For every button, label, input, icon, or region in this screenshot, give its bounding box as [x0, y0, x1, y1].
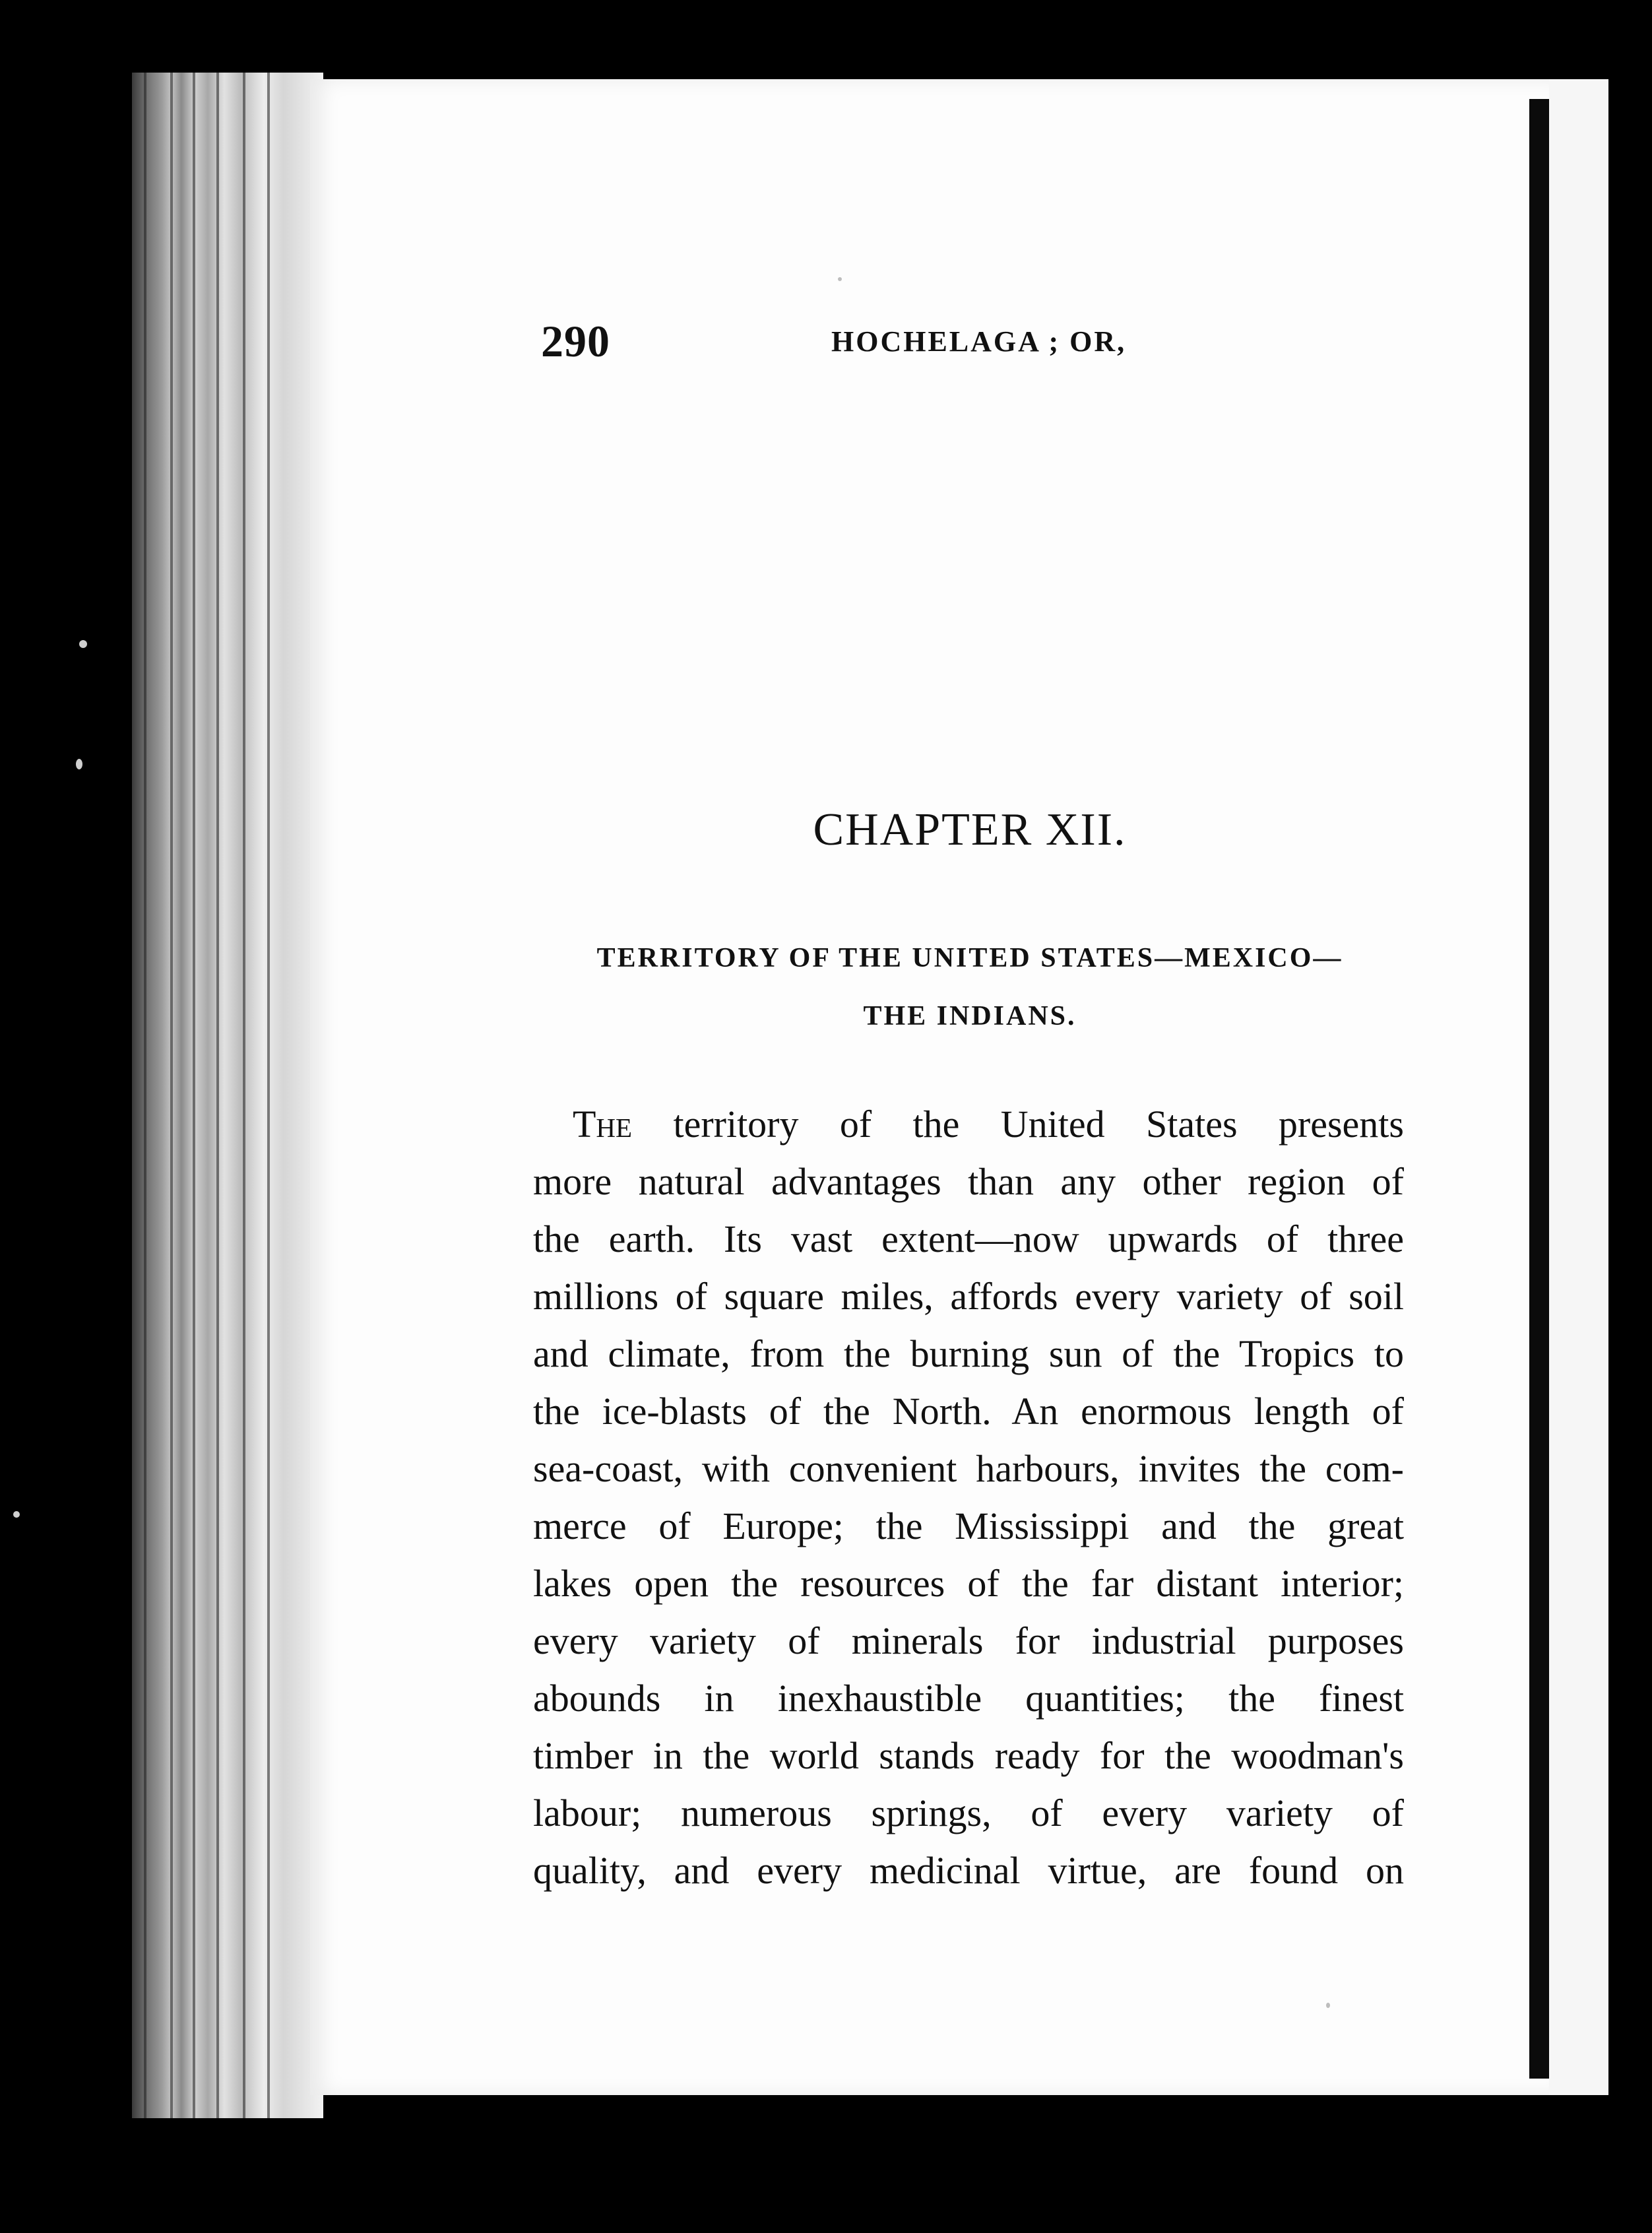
- text-line: and climate, from the burning sun of the Tropics to: [533, 1332, 1404, 1375]
- scan-speck: [76, 759, 82, 769]
- scan-speck: [838, 277, 842, 281]
- text-line: abounds in inexhaustible quantities; the finest: [533, 1677, 1404, 1720]
- text-line: millions of square miles, affords every variety of soil: [533, 1275, 1404, 1318]
- facing-page-edge: [1549, 79, 1608, 2095]
- text-line: quality, and every medicinal virtue, are found on: [533, 1849, 1404, 1892]
- scan-speck: [1326, 2003, 1330, 2008]
- text-line: [533, 1095, 1404, 1153]
- text-line: labour; numerous springs, of every variety of: [533, 1792, 1404, 1834]
- body-paragraph: [533, 1095, 1404, 1899]
- text-line: sea-coast, with convenient harbours, invites the com-: [533, 1447, 1404, 1490]
- page-edge-line: [216, 73, 219, 2118]
- page-edge-line: [267, 73, 270, 2118]
- chapter-title: CHAPTER XII.: [813, 804, 1127, 855]
- scan-speck: [13, 1511, 20, 1518]
- page-edge-line: [144, 73, 146, 2118]
- text-line: merce of Europe; the Mississippi and the great: [533, 1505, 1404, 1547]
- page-number: 290: [541, 316, 610, 366]
- text-line: every variety of minerals for industrial purposes: [533, 1619, 1404, 1662]
- text-line: lakes open the resources of the far distant interior;: [533, 1562, 1404, 1605]
- scan-speck: [79, 640, 87, 648]
- book-spine-shadow: [1529, 99, 1549, 2079]
- text-line-content: territory of the United States presents: [632, 1103, 1404, 1146]
- page-edge-line: [170, 73, 173, 2118]
- opening-word: The: [573, 1103, 633, 1146]
- text-line: more natural advantages than any other region of: [533, 1160, 1404, 1203]
- text-line: the earth. Its vast extent—now upwards of three: [533, 1217, 1404, 1260]
- running-title: HOCHELAGA ; OR,: [831, 325, 1127, 358]
- chapter-subtitle-line: TERRITORY OF THE UNITED STATES—MEXICO—: [596, 943, 1343, 973]
- page-edge-line: [243, 73, 245, 2118]
- chapter-subtitle: [528, 929, 1412, 1045]
- page-edge-line: [193, 73, 195, 2118]
- stacked-page-edges: [132, 73, 323, 2118]
- text-line: timber in the world stands ready for the woodman's: [533, 1734, 1404, 1777]
- running-header: [541, 315, 1399, 375]
- chapter-subtitle-line: THE INDIANS.: [863, 1001, 1077, 1031]
- text-line: the ice-blasts of the North. An enormous length of: [533, 1390, 1404, 1433]
